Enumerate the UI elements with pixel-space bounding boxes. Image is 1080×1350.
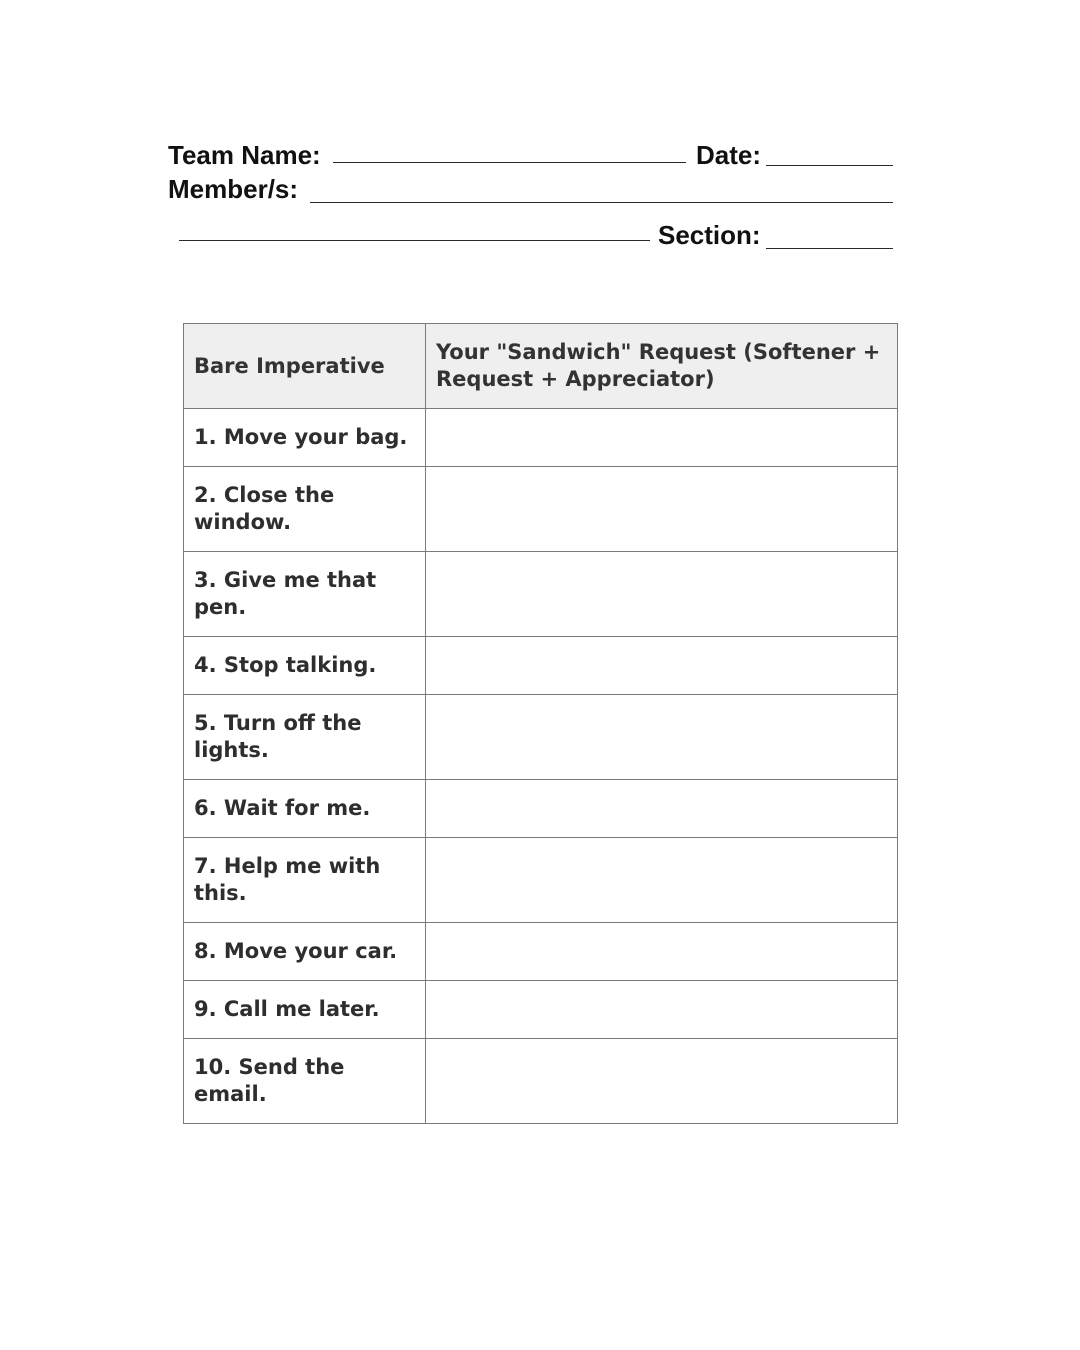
answer-cell[interactable] xyxy=(426,552,898,637)
answer-cell[interactable] xyxy=(426,467,898,552)
worksheet-table xyxy=(183,323,898,1124)
table-row xyxy=(184,637,898,695)
answer-cell[interactable] xyxy=(426,923,898,981)
members-field-continued[interactable] xyxy=(179,240,650,241)
prompt-cell: 9. Call me later. xyxy=(184,981,426,1039)
prompt-cell: 5. Turn off the lights. xyxy=(184,695,426,780)
column-header-bare-imperative: Bare Imperative xyxy=(184,324,426,409)
table-row xyxy=(184,409,898,467)
table-row xyxy=(184,981,898,1039)
section-label: Section: xyxy=(658,220,761,250)
answer-cell[interactable] xyxy=(426,780,898,838)
members-field[interactable] xyxy=(310,202,893,203)
column-header-sandwich-request: Your "Sandwich" Request (Softener + Request + Appreciator) xyxy=(426,324,898,409)
prompt-cell: 7. Help me with this. xyxy=(184,838,426,923)
date-field[interactable] xyxy=(766,165,893,166)
table-row xyxy=(184,780,898,838)
table-row xyxy=(184,467,898,552)
date-label: Date: xyxy=(696,140,762,170)
table-row xyxy=(184,1039,898,1124)
prompt-cell: 1. Move your bag. xyxy=(184,409,426,467)
answer-cell[interactable] xyxy=(426,409,898,467)
prompt-cell: 10. Send the email. xyxy=(184,1039,426,1124)
answer-cell[interactable] xyxy=(426,637,898,695)
table-row xyxy=(184,695,898,780)
table-row xyxy=(184,923,898,981)
answer-cell[interactable] xyxy=(426,981,898,1039)
team-name-label: Team Name: xyxy=(168,140,321,170)
prompt-cell: 4. Stop talking. xyxy=(184,637,426,695)
table-header-row xyxy=(184,324,898,409)
answer-cell[interactable] xyxy=(426,695,898,780)
prompt-cell: 8. Move your car. xyxy=(184,923,426,981)
table-row xyxy=(184,552,898,637)
team-name-field[interactable] xyxy=(333,162,686,163)
prompt-cell: 3. Give me that pen. xyxy=(184,552,426,637)
table-row xyxy=(184,838,898,923)
prompt-cell: 6. Wait for me. xyxy=(184,780,426,838)
prompt-cell: 2. Close the window. xyxy=(184,467,426,552)
members-label: Member/s: xyxy=(168,174,299,204)
section-field[interactable] xyxy=(766,248,893,249)
answer-cell[interactable] xyxy=(426,1039,898,1124)
answer-cell[interactable] xyxy=(426,838,898,923)
